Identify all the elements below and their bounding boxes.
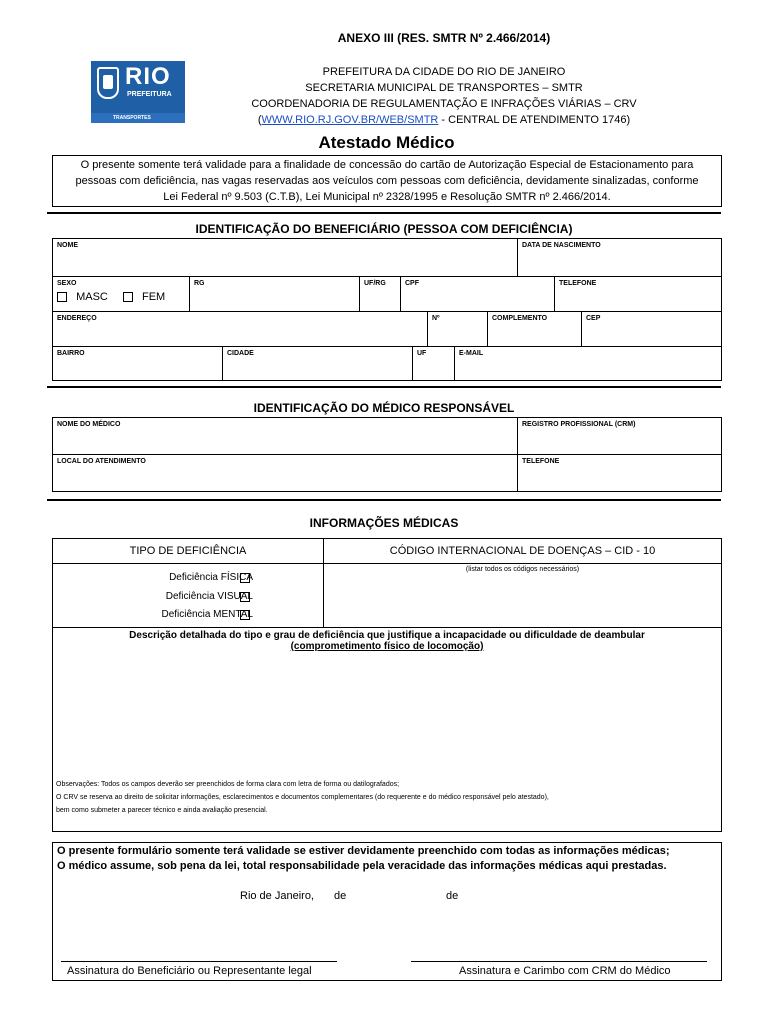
signature-line-left <box>61 961 337 962</box>
row-sexo <box>53 277 721 312</box>
data-nascimento-field[interactable] <box>518 239 721 276</box>
telefone-label: TELEFONE <box>559 280 597 287</box>
declaration-line-2: O médico assume, sob pena da lei, total responsabilidade pela veracidade das informações médicas aqui prestadas. <box>57 860 667 872</box>
logo-band: TRANSPORTES <box>91 113 185 123</box>
local-atendimento-label: LOCAL DO ATENDIMENTO <box>57 458 146 465</box>
fisica-checkbox[interactable] <box>240 573 250 583</box>
notice-line-1: O presente somente terá validade para a finalidade de concessão do cartão de Autorização Especial de Estacionamento para <box>80 159 694 171</box>
tipo-deficiencia-cell <box>53 564 324 627</box>
nome-label: NOME <box>57 242 78 249</box>
medical-header-row <box>53 539 721 564</box>
doctor-form <box>52 417 722 492</box>
declaration-box <box>52 842 722 981</box>
org-line-3: COORDENADORIA DE REGULAMENTAÇÃO E INFRAÇÕES VIÁRIAS – CRV <box>251 98 637 110</box>
mental-label: Deficiência MENTAL <box>161 609 253 620</box>
cpf-field[interactable] <box>401 277 555 311</box>
cpf-label: CPF <box>405 280 419 287</box>
row-local <box>53 455 721 491</box>
validity-notice <box>52 155 722 207</box>
telefone-medico-field[interactable] <box>518 455 721 491</box>
beneficiary-section-title: IDENTIFICAÇÃO DO BENEFICIÁRIO (PESSOA COM DEFICIÊNCIA) <box>195 222 573 236</box>
central-atendimento: - CENTRAL DE ATENDIMENTO 1746) <box>438 114 631 126</box>
complemento-label: COMPLEMENTO <box>492 315 548 322</box>
nome-medico-label: NOME DO MÉDICO <box>57 421 121 428</box>
telefone-medico-label: TELEFONE <box>522 458 560 465</box>
sexo-options <box>57 291 165 303</box>
org-line-1: PREFEITURA DA CIDADE DO RIO DE JANEIRO <box>322 66 566 78</box>
notice-line-2: pessoas com deficiência, nas vagas reservadas aos veículos com pessoas com deficiência, devidamente sinalizadas, conforme <box>75 175 699 187</box>
masc-label: MASC <box>76 291 108 303</box>
notice-line-3: Lei Federal nº 9.503 (C.T.B), Lei Municipal nº 2328/1995 e Resolução SMTR nº 2.466/2014. <box>163 191 611 203</box>
doctor-section-title: IDENTIFICAÇÃO DO MÉDICO RESPONSÁVEL <box>253 401 515 415</box>
obs-line-2: O CRV se reserva ao direito de solicitar informações, esclarecimentos e documentos complementares (do requerente e do médico responsável pelo atestado), <box>56 794 549 801</box>
date-de-1: de <box>334 890 347 902</box>
bairro-field[interactable] <box>53 347 223 380</box>
cid-header: CÓDIGO INTERNACIONAL DE DOENÇAS – CID - 10 <box>389 545 656 557</box>
signature-medico-label: Assinatura e Carimbo com CRM do Médico <box>459 965 671 977</box>
row-endereco <box>53 312 721 347</box>
data-nascimento-label: DATA DE NASCIMENTO <box>522 242 601 249</box>
city-label: Rio de Janeiro, <box>240 890 314 902</box>
numero-field[interactable] <box>428 312 488 346</box>
endereco-label: ENDEREÇO <box>57 315 97 322</box>
numero-label: Nº <box>432 315 440 322</box>
complemento-field[interactable] <box>488 312 582 346</box>
bairro-label: BAIRRO <box>57 350 85 357</box>
uf-rg-label: UF/RG <box>364 280 386 287</box>
rg-field[interactable] <box>190 277 360 311</box>
sexo-field <box>53 277 190 311</box>
link-open: ( <box>257 114 262 126</box>
rg-label: RG <box>194 280 205 287</box>
cid-note: (listar todos os códigos necessários) <box>465 566 580 573</box>
crm-field[interactable] <box>518 418 721 454</box>
descricao-area[interactable] <box>53 628 721 831</box>
mental-checkbox[interactable] <box>240 610 250 620</box>
uf-label: UF <box>417 350 427 357</box>
signature-line-right <box>411 961 707 962</box>
masc-checkbox[interactable] <box>57 292 67 302</box>
fem-checkbox[interactable] <box>123 292 133 302</box>
signature-beneficiario-label: Assinatura do Beneficiário ou Representante legal <box>67 965 312 977</box>
smtr-website-link[interactable]: WWW.RIO.RJ.GOV.BR/WEB/SMTR <box>261 114 439 126</box>
annex-title: ANEXO III (RES. SMTR Nº 2.466/2014) <box>337 31 551 45</box>
local-atendimento-field[interactable] <box>53 455 518 491</box>
visual-label: Deficiência VISUAL <box>165 591 253 602</box>
crm-label: REGISTRO PROFISSIONAL (CRM) <box>522 421 636 428</box>
cid-cell[interactable] <box>324 564 721 627</box>
visual-checkbox[interactable] <box>240 592 250 602</box>
date-de-2: de <box>446 890 459 902</box>
obs-line-3: bem como submeter a parecer técnico e ainda avaliação presencial. <box>56 807 268 814</box>
page-title: Atestado Médico <box>318 133 455 152</box>
logo-subtext: PREFEITURA <box>127 91 172 98</box>
separator <box>47 212 721 214</box>
cidade-label: CIDADE <box>227 350 254 357</box>
org-line-2: SECRETARIA MUNICIPAL DE TRANSPORTES – SMTR <box>305 82 583 94</box>
telefone-field[interactable] <box>555 277 721 311</box>
nome-medico-field[interactable] <box>53 418 518 454</box>
uf-rg-field[interactable] <box>360 277 401 311</box>
row-bairro <box>53 347 721 380</box>
uf-field[interactable] <box>413 347 455 380</box>
row-medico <box>53 418 721 455</box>
cep-field[interactable] <box>582 312 721 346</box>
declaration-line-1: O presente formulário somente terá validade se estiver devidamente preenchido com todas as informações médicas; <box>57 845 670 857</box>
descricao-line-1: Descrição detalhada do tipo e grau de deficiência que justifique a incapacidade ou dificuldade de deambular <box>129 630 645 641</box>
obs-line-1: Observações: Todos os campos deverão ser preenchidos de forma clara com letra de forma ou datilografados; <box>56 781 400 788</box>
beneficiary-form <box>52 238 722 381</box>
medical-section-title: INFORMAÇÕES MÉDICAS <box>309 516 459 530</box>
row-nome <box>53 239 721 277</box>
tipo-deficiencia-header: TIPO DE DEFICIÊNCIA <box>53 539 324 563</box>
fisica-label: Deficiência FÍSICA <box>169 572 253 583</box>
descricao-line-2: (comprometimento físico de locomoção) <box>290 641 484 652</box>
email-field[interactable] <box>455 347 721 380</box>
medical-form <box>52 538 722 832</box>
separator <box>47 499 721 501</box>
sexo-label: SEXO <box>57 280 77 287</box>
email-label: E-MAIL <box>459 350 484 357</box>
cep-label: CEP <box>586 315 601 322</box>
cidade-field[interactable] <box>223 347 413 380</box>
logo-text: RIO <box>125 63 171 90</box>
nome-field[interactable] <box>53 239 518 276</box>
org-line-4 <box>0 114 768 126</box>
fem-label: FEM <box>141 291 166 303</box>
separator <box>47 386 721 388</box>
endereco-field[interactable] <box>53 312 428 346</box>
medical-options-row <box>53 564 721 628</box>
